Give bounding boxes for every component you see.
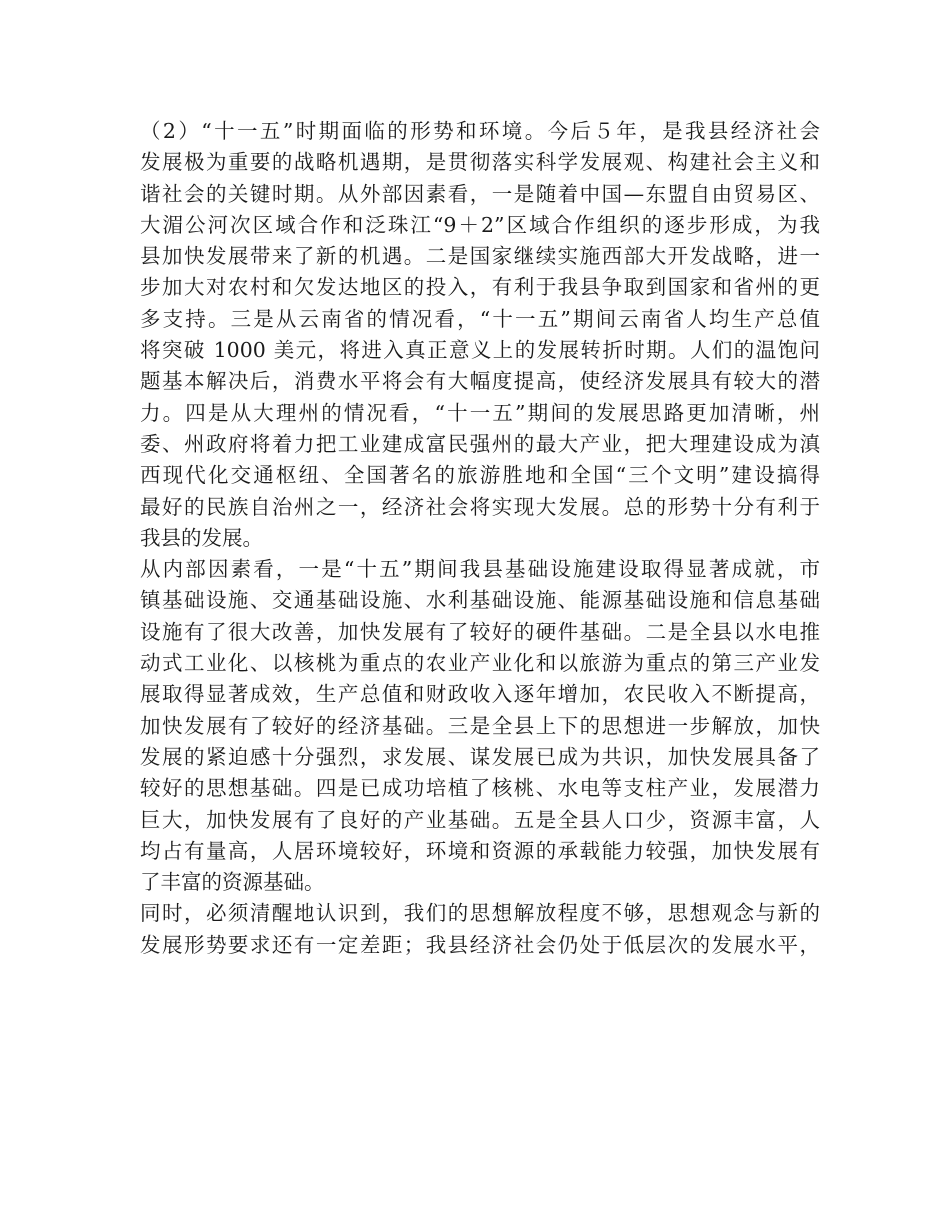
text-line: 发展的紧迫感十分强烈，求发展、谋发展已成为共识，加快发展具备了: [140, 744, 820, 769]
text-line: 加快发展有了较好的经济基础。三是全县上下的思想进一步解放，加快: [140, 713, 820, 738]
paragraph-awareness: [140, 898, 820, 961]
text-line: （2）“十一五”时期面临的形势和环境。今后５年，是我县经济社会: [140, 119, 820, 143]
text-line: 县加快发展带来了新的机遇。二是国家继续实施西部大开发战略，进一: [140, 244, 820, 269]
text-line: 题基本解决后，消费水平将会有大幅度提高，使经济发展具有较大的潜: [140, 369, 820, 394]
text-line: 力。四是从大理州的情况看，“十一五”期间的发展思路更加清晰，州: [140, 400, 820, 425]
text-line: 均占有量高，人居环境较好，环境和资源的承载能力较强，加快发展有: [140, 838, 820, 863]
text-line: 巨大，加快发展有了良好的产业基础。五是全县人口少，资源丰富，人: [140, 807, 820, 832]
text-line: 最好的民族自治州之一，经济社会将实现大发展。总的形势十分有利于: [140, 494, 820, 519]
paragraph-situation-external: [140, 116, 820, 554]
paragraph-situation-internal: [140, 554, 820, 898]
text-line: 委、州政府将着力把工业建成富民强州的最大产业，把大理建设成为滇: [140, 431, 820, 456]
text-line: 谐社会的关键时期。从外部因素看，一是随着中国—东盟自由贸易区、: [140, 181, 820, 206]
text-line: 我县的发展。: [140, 525, 263, 550]
text-line: 步加大对农村和欠发达地区的投入，有利于我县争取到国家和省州的更: [140, 275, 820, 300]
text-line: 从内部因素看，一是“十五”期间我县基础设施建设取得显著成就，市: [140, 557, 820, 582]
text-line: 设施有了很大改善，加快发展有了较好的硬件基础。二是全县以水电推: [140, 619, 820, 644]
text-line: 同时，必须清醒地认识到，我们的思想解放程度不够，思想观念与新的: [140, 901, 820, 926]
text-line: 镇基础设施、交通基础设施、水利基础设施、能源基础设施和信息基础: [140, 588, 820, 613]
text-line: 发展极为重要的战略机遇期，是贯彻落实科学发展观、构建社会主义和: [140, 150, 820, 175]
text-line: 较好的思想基础。四是已成功培植了核桃、水电等支柱产业，发展潜力: [140, 776, 820, 801]
text-line: 大湄公河次区域合作和泛珠江“9＋2”区域合作组织的逐步形成，为我: [140, 212, 820, 237]
text-line: 展取得显著成效，生产总值和财政收入逐年增加，农民收入不断提高，: [140, 682, 820, 707]
text-line: 多支持。三是从云南省的情况看，“十一五”期间云南省人均生产总值: [140, 306, 820, 331]
text-line: 发展形势要求还有一定差距；我县经济社会仍处于低层次的发展水平，: [140, 932, 820, 957]
text-line: 将突破 1000 美元，将进入真正意义上的发展转折时期。人们的温饱问: [140, 338, 820, 363]
text-line: 西现代化交通枢纽、全国著名的旅游胜地和全国“三个文明”建设搞得: [140, 463, 820, 488]
text-line: 了丰富的资源基础。: [140, 870, 325, 895]
document-body: [140, 116, 820, 961]
text-line: 动式工业化、以核桃为重点的农业产业化和以旅游为重点的第三产业发: [140, 651, 820, 676]
